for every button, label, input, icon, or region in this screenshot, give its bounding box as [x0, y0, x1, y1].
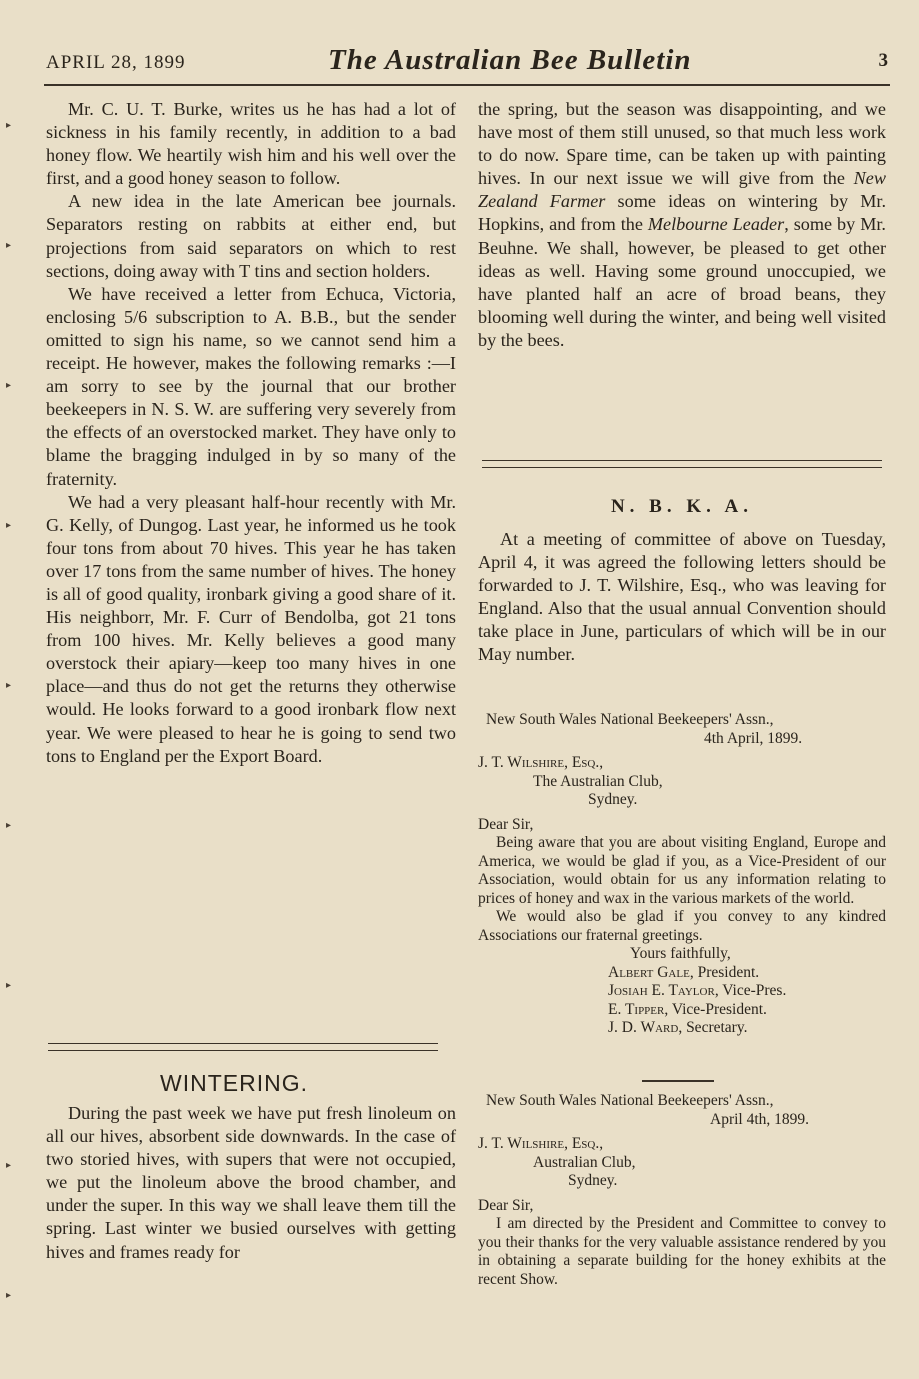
letter-date: 4th April, 1899. — [704, 729, 803, 747]
margin-mark: ▸ — [6, 380, 12, 391]
letter-org: New South Wales National Beekeepers' Assn., — [486, 711, 774, 728]
publication-title: The Australian Bee Bulletin — [328, 44, 692, 76]
letter-address-line: Sydney. — [588, 791, 638, 808]
nbka-heading: N. B. K. A. — [610, 496, 754, 517]
margin-mark: ▸ — [6, 820, 12, 831]
paragraph-wintering: During the past week we have put fresh linoleum on all our hives, absorbent side downwards. In the case of two storied hives, with supers that were not occupied, we put the linoleum above the brood chamber, and under the super. In this way we shall leave them till the spring. Last winter we busied ourselves with getting hives and frames ready for — [46, 1103, 456, 1262]
right-column — [478, 98, 886, 352]
letter-body: Being aware that you are about visiting England, Europe and America, we would be glad if you, as a Vice-President of our Association, would obtain for us any information relating to prices of honey and wax in the various markets of the world. — [478, 834, 886, 907]
wintering-column — [46, 1102, 456, 1264]
wintering-heading: WINTERING. — [160, 1070, 308, 1096]
letter-date: April 4th, 1899. — [710, 1110, 810, 1128]
letter-body: We would also be glad if you convey to any kindred Associations our fraternal greetings. — [478, 908, 886, 944]
signature-line: E. Tipper, Vice-President. — [608, 1000, 767, 1018]
letter-addressee: J. T. Wilshire, Esq., — [478, 754, 604, 771]
paragraph-echuca: We have received a letter from Echuca, Victoria, enclosing 5/6 subscription to A. B.B., but the sender omitted to sign his name, so we cannot send him a receipt. He however, makes the following remarks :—I am sorry to see by the journal that our brother beekeepers in N. S. W. are suffering very severely from the effects of an overstocked market. They have only to blame the bragging indulged in by so many of the fraternity. — [46, 283, 456, 489]
paragraph-separators: A new idea in the late American bee journals. Separators resting on rabbits at either end, but projections from said separators on which to rest sections, doing away with T tins and section holders. — [46, 191, 456, 281]
letter-two — [478, 1092, 886, 1289]
paragraph-nbka: At a meeting of committee of above on Tuesday, April 4, it was agreed the following letters should be forwarded to J. T. Wilshire, Esq., who was leaving for England. Also that the usual annual Convention should take place in June, particulars of which will be in our May number. — [478, 529, 886, 665]
margin-mark: ▸ — [6, 240, 12, 251]
letter-salutation: Dear Sir, — [478, 815, 534, 833]
melbourne-leader: Melbourne Leader — [647, 214, 785, 235]
letter-org: New South Wales National Beekeepers' Assn., — [486, 1092, 774, 1109]
paragraph-burke: Mr. C. U. T. Burke, writes us he has had a lot of sickness in his family recently, in addition to a bad honey flow. We heartily wish him and his well over the first, and a good honey season to follow. — [46, 99, 456, 189]
letter-salutation: Dear Sir, — [478, 1196, 534, 1214]
letter-address-line: Australian Club, — [533, 1153, 636, 1171]
nbka-column — [478, 528, 886, 667]
signature-line: Albert Gale, President. — [608, 963, 760, 981]
paragraph-wintering-continued: the spring, but the season was disappointing, and we have most of them still unused, so that much less work to do now. Spare time, can be taken up with painting hives. In our next issue we will give from the New Zealand Farmer some ideas on wintering by Mr. Hopkins, and from the Melbourne Leader, some by Mr. Beuhne. We shall, however, be pleased to get other ideas as well. Having some ground unoccupied, we have planted half an acre of broad beans, they blooming well during the winter, and being well visited by the bees. — [478, 99, 886, 350]
new-zealand-farmer: New Zealand Farmer — [478, 168, 886, 212]
signature-line: Josiah E. Taylor, Vice-Pres. — [608, 982, 787, 999]
page-number: 3 — [878, 50, 888, 71]
letter-divider — [642, 1080, 714, 1082]
margin-mark: ▸ — [6, 520, 12, 531]
page-header — [44, 44, 890, 86]
letter-body: I am directed by the President and Committee to convey to you their thanks for the very valuable assistance rendered by you in obtaining a separate building for the honey exhibits at the recent Show. — [478, 1215, 886, 1288]
section-divider — [48, 1043, 438, 1051]
margin-mark: ▸ — [6, 680, 12, 691]
margin-mark: ▸ — [6, 120, 12, 131]
letter-address-line: Sydney. — [568, 1172, 618, 1189]
letter-closing: Yours faithfully, — [630, 945, 731, 962]
margin-mark: ▸ — [6, 980, 12, 991]
section-divider — [482, 460, 882, 468]
margin-mark: ▸ — [6, 1160, 12, 1171]
margin-mark: ▸ — [6, 1290, 12, 1301]
letter-addressee: J. T. Wilshire, Esq., — [478, 1135, 604, 1152]
issue-date: APRIL 28, 1899 — [46, 52, 186, 73]
paragraph-kelly: We had a very pleasant half-hour recently with Mr. G. Kelly, of Dungog. Last year, he informed us he took four tons from about 70 hives. This year he has taken over 17 tons from the same number of hives. The honey is all of good quality, ironbark giving a good share of it. His neighborr, Mr. F. Curr of Bendolba, got 21 tons from 100 hives. Mr. Kelly believes a good many overstock their apiary—keep too many hives in one place—and thus do not get the returns they otherwise would. He looks forward to a good ironbark flow next year. We were pleased to hear he is going to send two tons to England per the Export Board. — [46, 491, 456, 766]
signature-line: J. D. Ward, Secretary. — [608, 1019, 748, 1036]
letter-one — [478, 711, 886, 1038]
letter-address-line: The Australian Club, — [533, 772, 663, 790]
left-column — [46, 98, 456, 768]
